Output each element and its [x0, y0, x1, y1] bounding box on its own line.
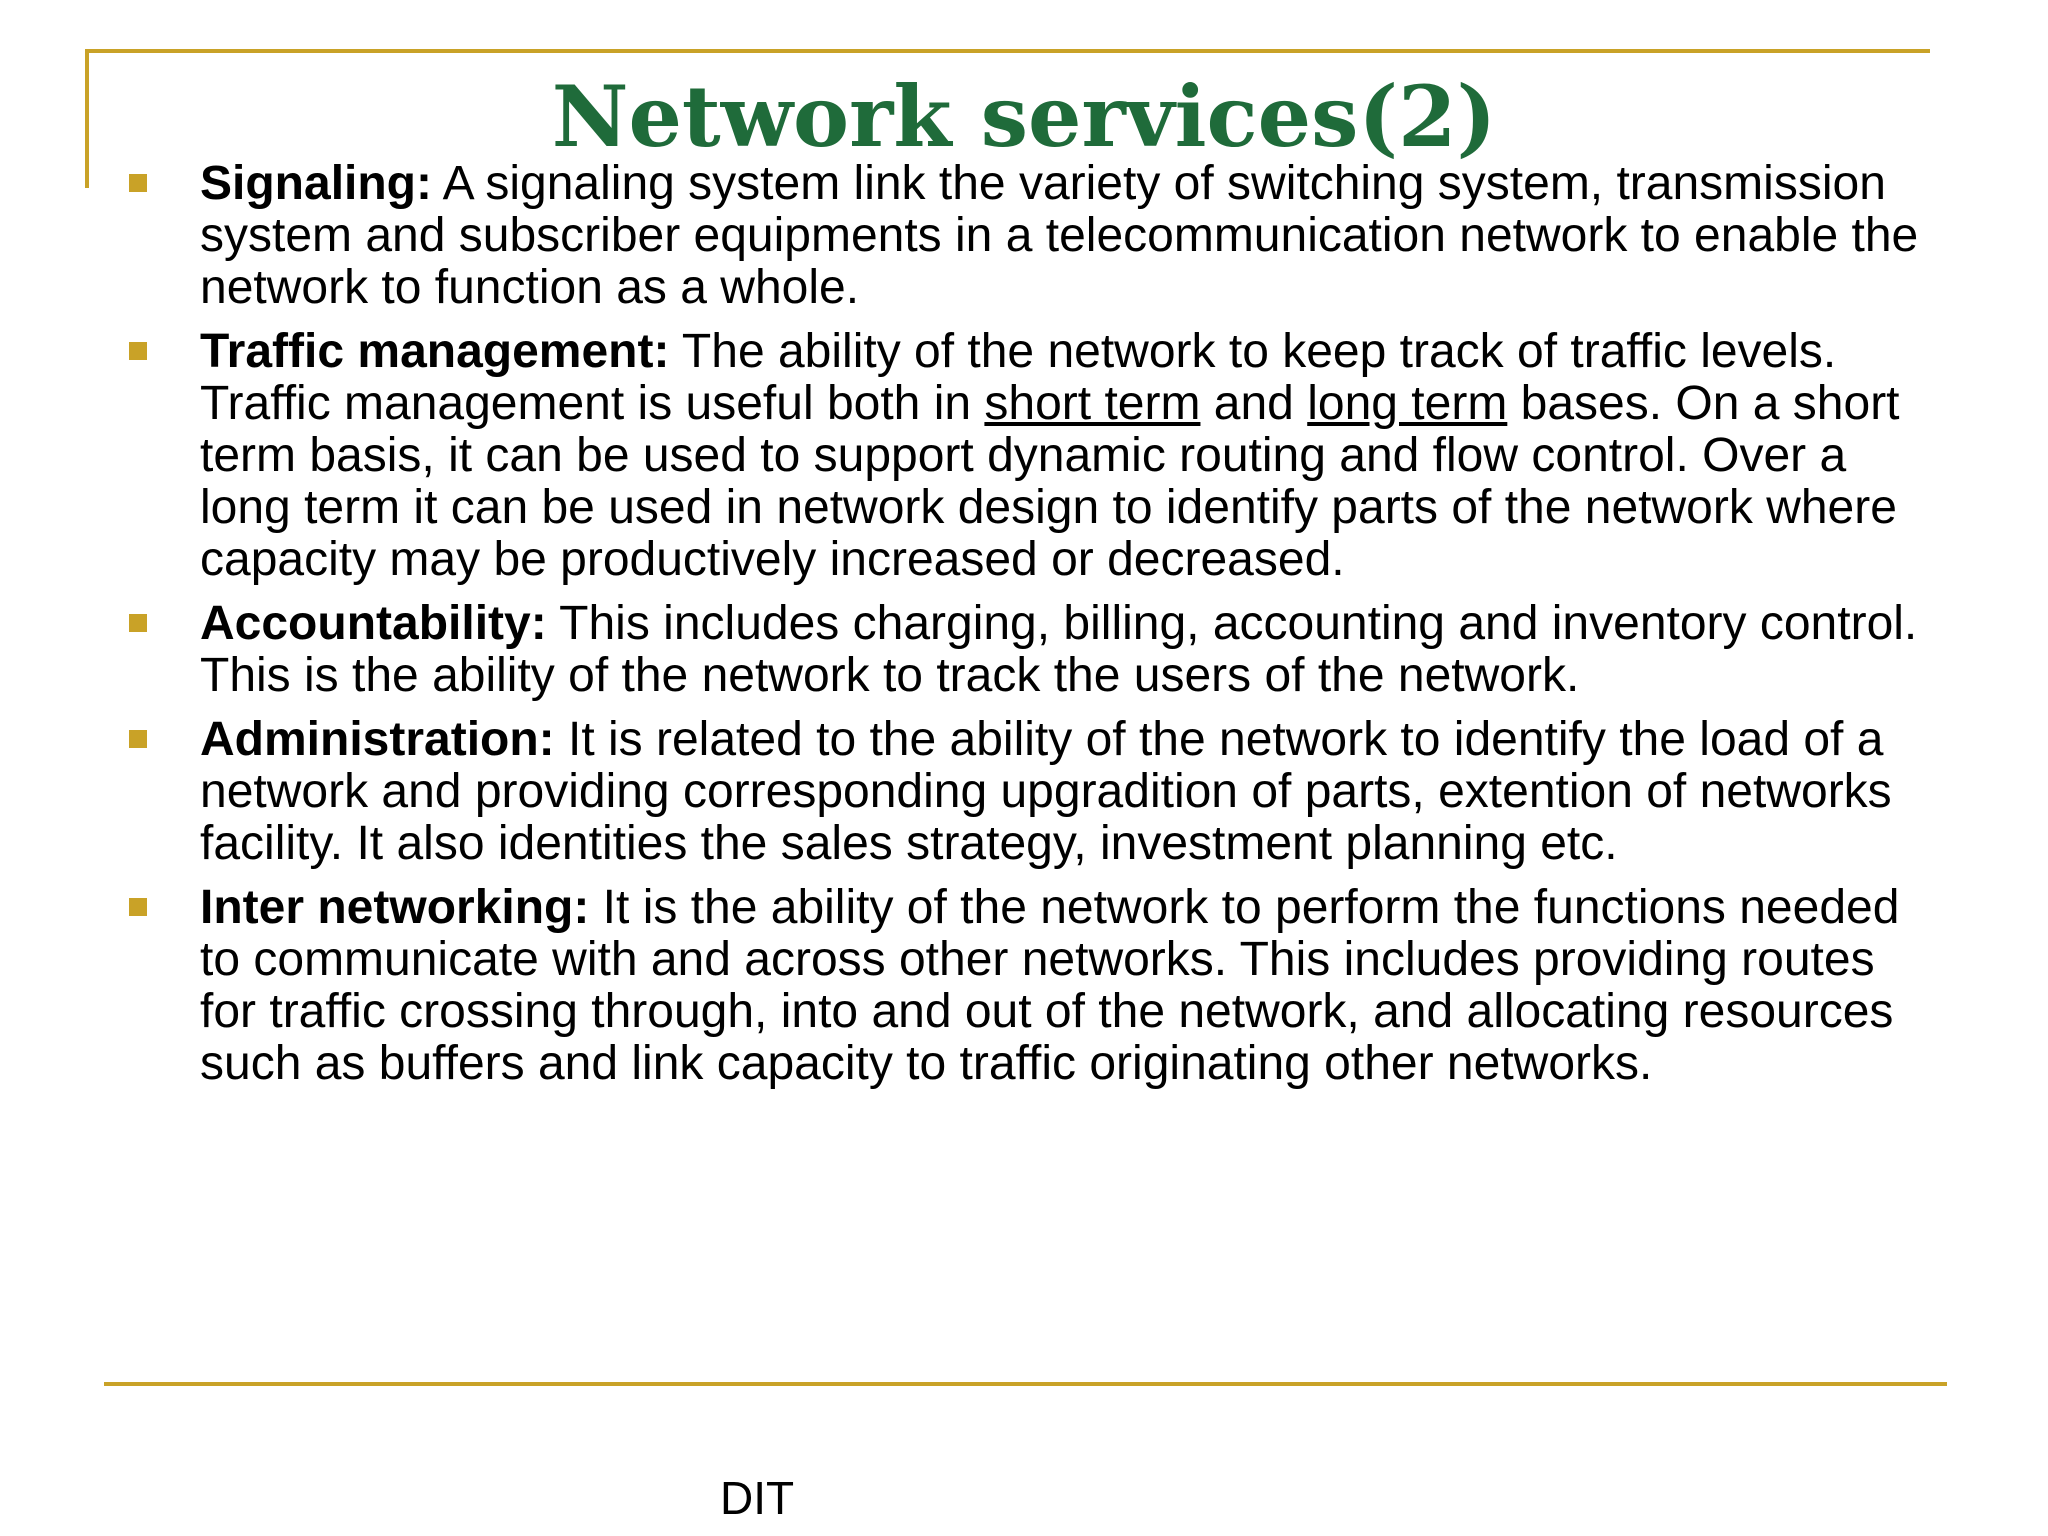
square-bullet-icon	[129, 174, 147, 192]
bullet-inter-networking	[125, 882, 1925, 1090]
frame-top-rule	[85, 49, 1930, 53]
bullet-text: and	[1200, 377, 1308, 430]
footer-rule	[104, 1382, 1947, 1386]
bullet-text: It is related to the ability of the network to identify the load of a network and providing corresponding upgradition of parts, extention of networks facility. It also identities the sales strategy, investment planning etc.	[200, 713, 1892, 870]
bullet-term: Inter networking:	[200, 881, 590, 934]
bullet-term: Accountability:	[200, 597, 547, 650]
bullet-signaling	[125, 158, 1925, 314]
square-bullet-icon	[129, 614, 147, 632]
footer-label: DIT	[720, 1472, 795, 1524]
bullet-text: bases. On a short term basis, it can be used to support dynamic routing and flow control. Over a long term it can be used in network design to identify parts of the network where capacity may be productively increased or decreased.	[200, 377, 1900, 586]
bullet-accountability	[125, 598, 1925, 702]
slide-title: Network services(2)	[551, 67, 1497, 166]
bullet-text: It is the ability of the network to perform the functions needed to communicate with and across other networks. This includes providing routes for traffic crossing through, into and out of the network, and allocating resources such as buffers and link capacity to traffic originating other networks.	[200, 881, 1900, 1090]
bullet-term: Administration:	[200, 713, 555, 766]
square-bullet-icon	[129, 898, 147, 916]
bullet-term: Signaling:	[200, 157, 432, 210]
bullet-text: This includes charging, billing, accounting and inventory control. This is the ability of the network to track the users of the network.	[200, 597, 1918, 702]
bullet-list	[125, 158, 1925, 1102]
square-bullet-icon	[129, 730, 147, 748]
bullet-term: Traffic management:	[200, 325, 670, 378]
bullet-administration	[125, 714, 1925, 870]
bullet-text: The ability of the network to keep track of traffic levels. Traffic management is useful both in	[200, 325, 1837, 430]
bullet-traffic-management	[125, 326, 1925, 586]
underlined-long-term: long term	[1307, 377, 1508, 430]
bullet-text: A signaling system link the variety of switching system, transmission system and subscriber equipments in a telecommunication network to enable the network to function as a whole.	[200, 157, 1919, 314]
square-bullet-icon	[129, 342, 147, 360]
underlined-short-term: short term	[984, 377, 1201, 430]
